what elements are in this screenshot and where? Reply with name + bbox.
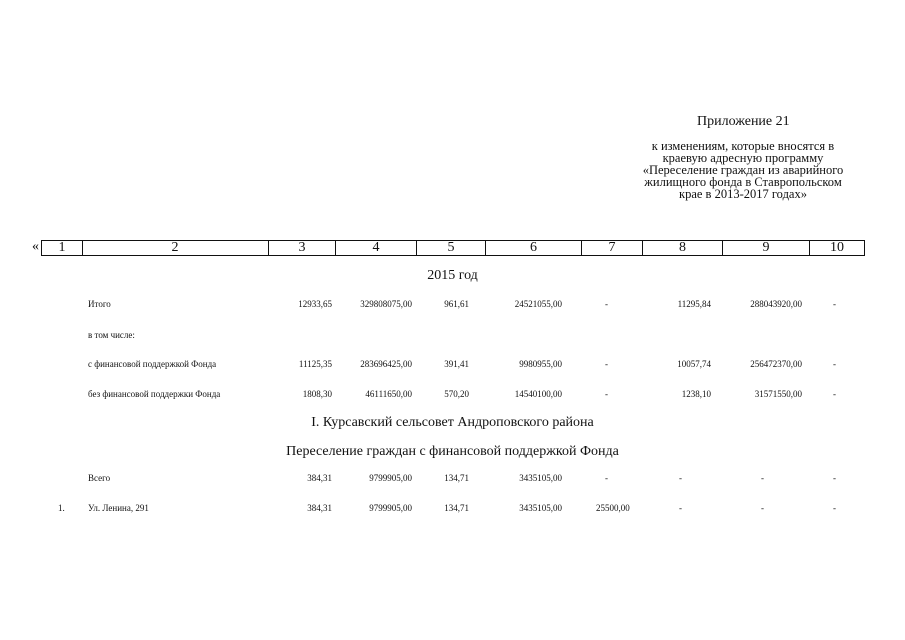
cell-col3: 1808,30 (302, 389, 332, 399)
appendix-title: Приложение 21 (697, 114, 790, 129)
cell-col9: - (761, 503, 764, 513)
cell-col8: 1238,10 (681, 389, 711, 399)
column-number-9: 9 (723, 240, 810, 256)
cell-col4: 9799905,00 (369, 503, 412, 513)
district-heading: I. Курсавский сельсовет Андроповского района (311, 415, 594, 430)
cell-col3: 11125,35 (298, 359, 332, 369)
cell-col5: 391,41 (444, 359, 469, 369)
cell-col4: 283696425,00 (360, 359, 412, 369)
cell-col6: 3435105,00 (519, 503, 562, 513)
column-number-6: 6 (486, 240, 582, 256)
row-label: Итого (88, 299, 111, 309)
cell-col8: 11295,84 (677, 299, 711, 309)
cell-col8: - (679, 473, 682, 483)
cell-col9: 256472370,00 (750, 359, 802, 369)
column-number-1: 1 (41, 240, 83, 256)
cell-col5: 961,61 (444, 299, 469, 309)
cell-col3: 384,31 (307, 503, 332, 513)
column-number-10: 10 (810, 240, 865, 256)
column-number-4: 4 (336, 240, 417, 256)
row-label: Всего (88, 473, 111, 483)
row-label: Ул. Ленина, 291 (88, 503, 149, 513)
column-number-2: 2 (82, 240, 269, 256)
row-number: 1. (58, 503, 65, 513)
cell-col10: - (833, 359, 836, 369)
table-row-address (0, 503, 905, 517)
appendix-subtitle (608, 140, 878, 200)
column-number-3: 3 (269, 240, 336, 256)
row-label: с финансовой поддержкой Фонда (88, 359, 217, 369)
cell-col10: - (833, 389, 836, 399)
cell-col10: - (833, 503, 836, 513)
cell-col7: - (605, 359, 608, 369)
cell-col7: - (605, 473, 608, 483)
cell-col5: 570,20 (444, 389, 469, 399)
appendix-subtitle-line: «Переселение граждан из аварийного (642, 163, 844, 177)
cell-col6: 14540100,00 (514, 389, 562, 399)
appendix-subtitle-line: краевую адресную программу (662, 151, 824, 165)
cell-col6: 24521055,00 (514, 299, 562, 309)
cell-col7: 25500,00 (596, 503, 630, 513)
table-row-with-fund-support (0, 359, 905, 373)
cell-col4: 9799905,00 (369, 473, 412, 483)
cell-col7: - (605, 299, 608, 309)
column-number-5: 5 (417, 240, 486, 256)
table-row-without-fund-support (0, 389, 905, 403)
cell-col6: 3435105,00 (519, 473, 562, 483)
cell-col9: 288043920,00 (750, 299, 802, 309)
appendix-subtitle-line: к изменениям, которые вносятся в (651, 139, 835, 153)
table-row-including (0, 330, 905, 344)
cell-col3: 384,31 (307, 473, 332, 483)
table-row-district-total (0, 473, 905, 487)
row-label: в том числе: (88, 330, 135, 340)
cell-col5: 134,71 (444, 473, 469, 483)
cell-col9: - (761, 473, 764, 483)
cell-col5: 134,71 (444, 503, 469, 513)
appendix-subtitle-line: жилищного фонда в Ставропольском (644, 175, 842, 189)
cell-col4: 329808075,00 (360, 299, 412, 309)
row-label: без финансовой поддержки Фонда (88, 389, 221, 399)
cell-col7: - (605, 389, 608, 399)
program-heading: Переселение граждан с финансовой поддержкой Фонда (286, 444, 619, 459)
open-quote: « (32, 239, 39, 254)
column-number-header (32, 240, 865, 256)
year-heading: 2015 год (427, 268, 478, 283)
table-row-total (0, 299, 905, 313)
cell-col3: 12933,65 (298, 299, 332, 309)
column-number-7: 7 (582, 240, 643, 256)
cell-col10: - (833, 299, 836, 309)
cell-col9: 31571550,00 (754, 389, 802, 399)
appendix-subtitle-line: крае в 2013-2017 годах» (679, 187, 807, 201)
column-number-8: 8 (643, 240, 723, 256)
cell-col8: 10057,74 (677, 359, 711, 369)
cell-col10: - (833, 473, 836, 483)
cell-col6: 9980955,00 (519, 359, 562, 369)
cell-col8: - (679, 503, 682, 513)
cell-col4: 46111650,00 (365, 389, 412, 399)
